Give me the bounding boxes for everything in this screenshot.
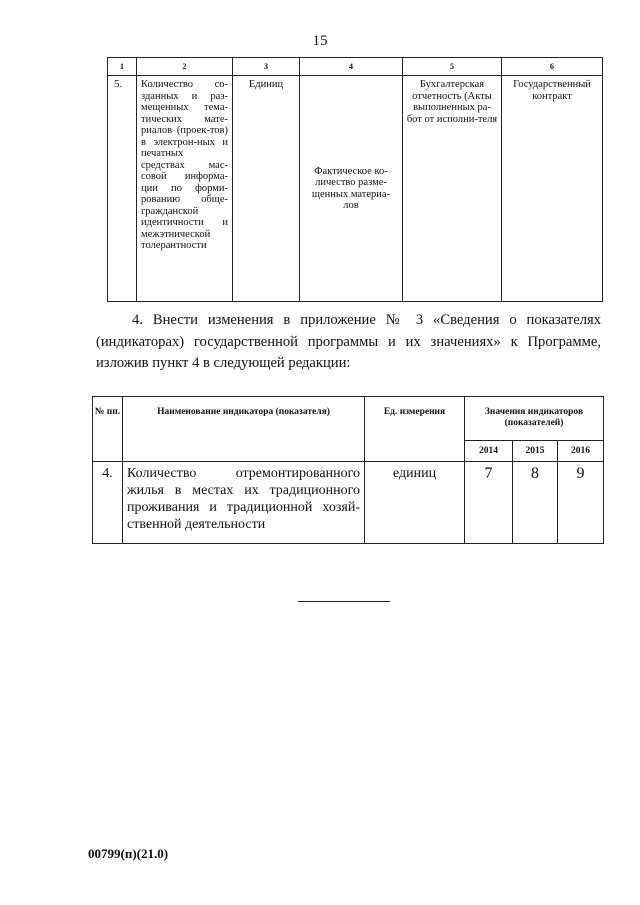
amendment-paragraph: 4. Внести изменения в приложение № 3 «Сведения о показателях (индикаторах) государственной программы и их значениях» к Программе, изложив пункт 4 в следующей редакции:: [96, 312, 601, 371]
table-row: [93, 462, 604, 544]
indicator-method-table: [107, 57, 603, 302]
header-indicator-name: Наименование индикатора (показателя): [123, 397, 365, 462]
header-year: 2014: [465, 441, 513, 462]
column-number: 5: [403, 58, 502, 76]
column-number: 2: [137, 58, 233, 76]
unit-cell: единиц: [365, 462, 465, 544]
end-divider: [298, 601, 390, 602]
indicator-name: Количество отремонтированного жилья в местах их традиционного проживания и традиционной хозяй-ственной деятельности: [123, 462, 365, 544]
table-header-row: [93, 397, 604, 441]
table-row: [108, 76, 603, 302]
basis-cell: Государственный контракт: [502, 76, 603, 302]
header-number: № пп.: [93, 397, 123, 462]
header-unit: Ед. измерения: [365, 397, 465, 462]
indicator-values-table: [92, 396, 604, 544]
header-year: 2016: [558, 441, 604, 462]
header-values: Значения индикаторов (показателей): [465, 397, 604, 441]
page-number: 15: [312, 33, 328, 49]
data-source-cell: Бухгалтерская отчетность (Акты выполненных ра-бот от исполни-теля: [403, 76, 502, 302]
table-header-row: [108, 58, 603, 76]
value-cell: 7: [465, 462, 513, 544]
value-cell: 9: [558, 462, 604, 544]
column-number: 4: [300, 58, 403, 76]
unit-cell: Единиц: [233, 76, 300, 302]
row-number: 5.: [108, 76, 137, 302]
column-number: 3: [233, 58, 300, 76]
indicator-name: Количество со-зданных и раз-мещенных тема-тических мате-риалов (проек-тов) в электрон-ных и печатных средствах мас-совой информа-ции по форми-рованию обще-гражданской идентичности и межэтнической толерантности: [137, 76, 233, 302]
value-cell: 8: [513, 462, 558, 544]
document-code: 00799(п)(21.0): [88, 846, 169, 861]
header-year: 2015: [513, 441, 558, 462]
calculation-method-cell: Фактическое ко-личество разме-щенных материа-лов: [300, 76, 403, 302]
row-number: 4.: [93, 462, 123, 544]
column-number: 6: [502, 58, 603, 76]
column-number: 1: [108, 58, 137, 76]
